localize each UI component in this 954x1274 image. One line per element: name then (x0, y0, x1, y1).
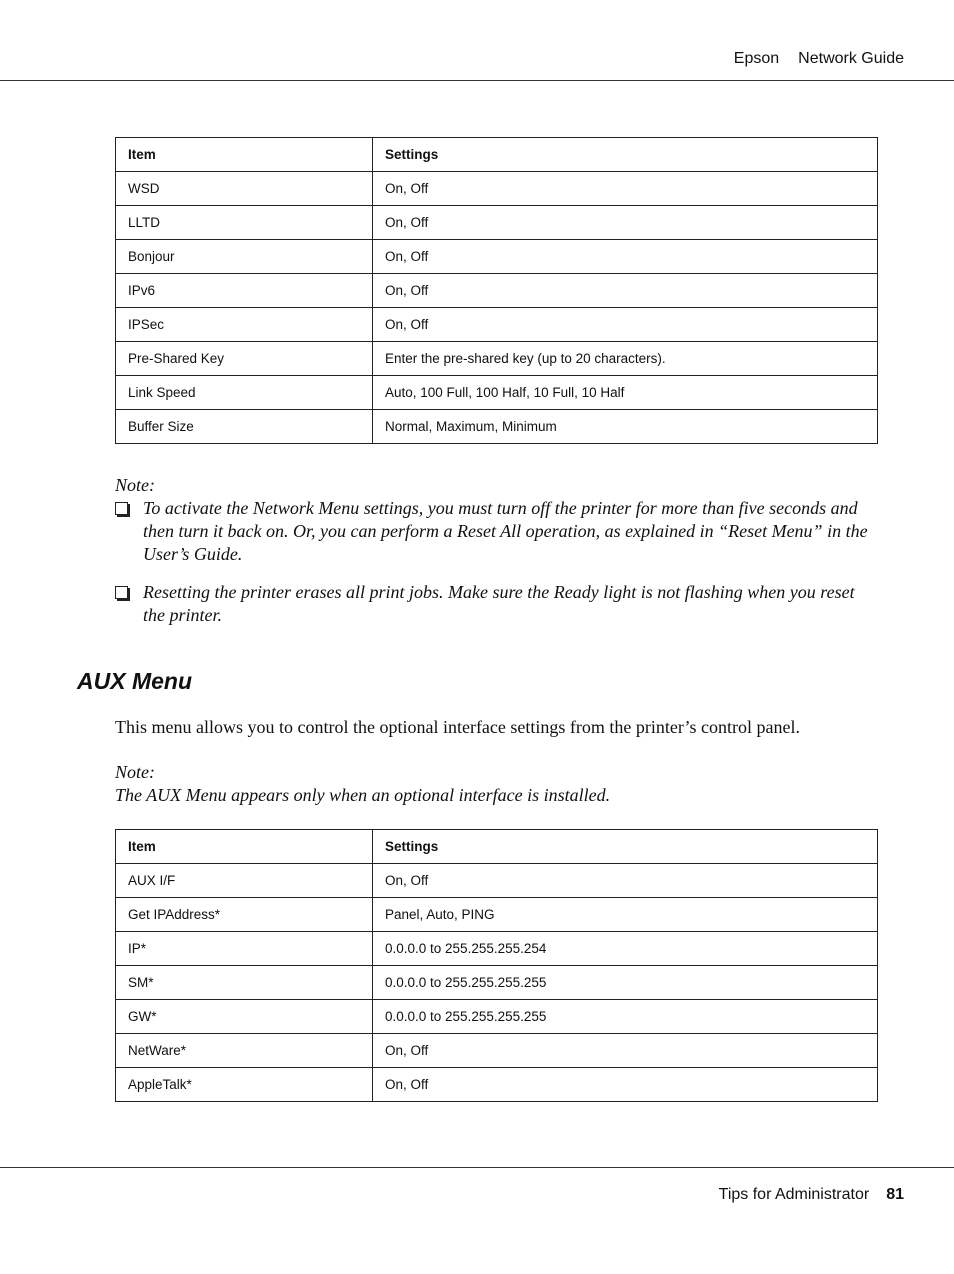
table-row (116, 1034, 878, 1068)
page-footer (719, 1186, 904, 1204)
table-cell-settings: On, Off (373, 1034, 878, 1068)
table-cell-settings: Normal, Maximum, Minimum (373, 410, 878, 444)
table-row (116, 864, 878, 898)
table-cell-item: SM* (116, 966, 373, 1000)
note-list-item (115, 581, 878, 627)
table-cell-item: IPv6 (116, 274, 373, 308)
aux-note (115, 761, 878, 807)
table-cell-item: Buffer Size (116, 410, 373, 444)
table-cell-settings: On, Off (373, 172, 878, 206)
page-number: 81 (886, 1186, 904, 1203)
table-cell-settings: 0.0.0.0 to 255.255.255.254 (373, 932, 878, 966)
note-text: The AUX Menu appears only when an optional interface is installed. (115, 785, 611, 805)
table-row (116, 376, 878, 410)
network-settings-table (115, 137, 878, 444)
column-header-item: Item (116, 138, 373, 172)
table-cell-item: GW* (116, 1000, 373, 1034)
column-header-settings: Settings (373, 830, 878, 864)
table-row (116, 932, 878, 966)
column-header-settings: Settings (373, 138, 878, 172)
table-row (116, 898, 878, 932)
header-brand: Epson (733, 50, 780, 67)
checkbox-bullet-icon (115, 586, 128, 599)
table-cell-settings: On, Off (373, 206, 878, 240)
table-row (116, 206, 878, 240)
aux-settings-table (115, 829, 878, 1102)
table-cell-settings: On, Off (373, 308, 878, 342)
note-list-item (115, 497, 878, 566)
table-cell-settings: On, Off (373, 240, 878, 274)
table-row (116, 410, 878, 444)
table-cell-item: WSD (116, 172, 373, 206)
table-row (116, 240, 878, 274)
table-row (116, 172, 878, 206)
table-cell-item: IP* (116, 932, 373, 966)
page-header (734, 50, 904, 68)
table-cell-item: Bonjour (116, 240, 373, 274)
table-cell-settings: Panel, Auto, PING (373, 898, 878, 932)
table-cell-settings: Auto, 100 Full, 100 Half, 10 Full, 10 Half (373, 376, 878, 410)
note-item-text: To activate the Network Menu settings, you must turn off the printer for more than five seconds and then turn it back on. Or, you can perform a Reset All operation, as explained in “Reset Menu” in the User’s Guide. (143, 498, 868, 564)
table-cell-settings: On, Off (373, 1068, 878, 1102)
table-cell-settings: Enter the pre-shared key (up to 20 characters). (373, 342, 878, 376)
table-header-row (116, 138, 878, 172)
note-label: Note: (115, 475, 155, 495)
table-cell-item: NetWare* (116, 1034, 373, 1068)
header-rule (0, 80, 954, 81)
table-row (116, 274, 878, 308)
table-cell-item: AppleTalk* (116, 1068, 373, 1102)
table-cell-settings: On, Off (373, 274, 878, 308)
footer-rule (0, 1167, 954, 1168)
table-row (116, 308, 878, 342)
table-row (116, 1068, 878, 1102)
note-label: Note: (115, 762, 155, 782)
table-row (116, 966, 878, 1000)
table-cell-settings: 0.0.0.0 to 255.255.255.255 (373, 966, 878, 1000)
header-doc-title: Network Guide (798, 50, 904, 67)
section-paragraph: This menu allows you to control the optional interface settings from the printer’s control panel. (115, 717, 801, 737)
section-heading: AUX Menu (77, 668, 192, 694)
table-cell-item: Link Speed (116, 376, 373, 410)
table-cell-settings: 0.0.0.0 to 255.255.255.255 (373, 1000, 878, 1034)
column-header-item: Item (116, 830, 373, 864)
footer-section: Tips for Administrator (718, 1186, 870, 1203)
network-note (115, 474, 878, 627)
table-row (116, 342, 878, 376)
table-cell-item: LLTD (116, 206, 373, 240)
table-cell-item: Pre-Shared Key (116, 342, 373, 376)
table-cell-settings: On, Off (373, 864, 878, 898)
table-row (116, 1000, 878, 1034)
checkbox-bullet-icon (115, 502, 128, 515)
note-item-text: Resetting the printer erases all print jobs. Make sure the Ready light is not flashing when you reset the printer. (143, 582, 855, 625)
table-header-row (116, 830, 878, 864)
table-cell-item: AUX I/F (116, 864, 373, 898)
table-cell-item: Get IPAddress* (116, 898, 373, 932)
table-cell-item: IPSec (116, 308, 373, 342)
